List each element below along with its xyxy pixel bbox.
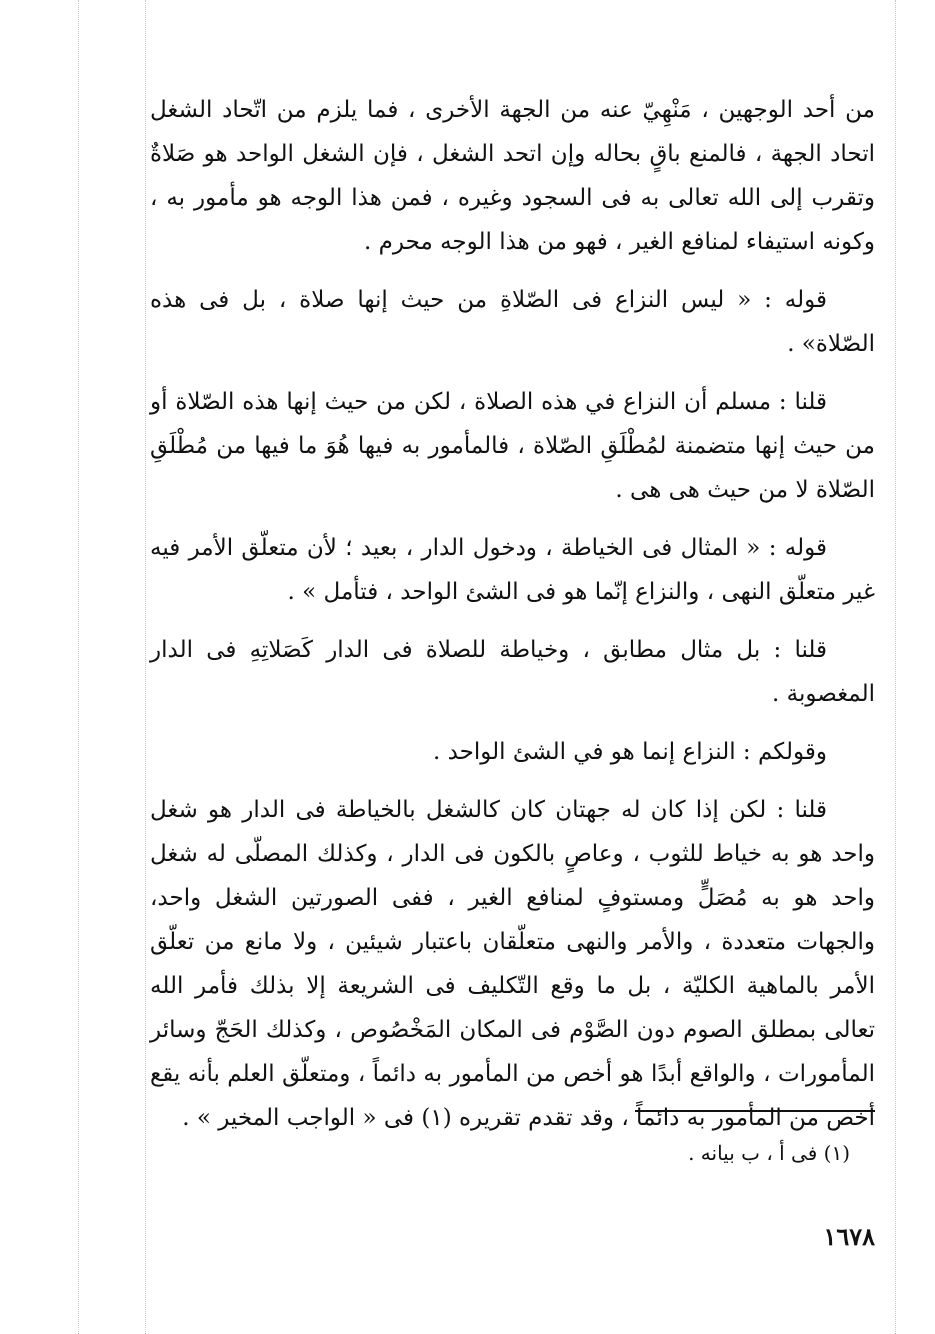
footnote-divider xyxy=(635,1110,875,1112)
paragraph-2: قوله : « ليس النزاع فى الصّلاةِ من حيث إنها صلاة ، بل فى هذه الصّلاة» . xyxy=(150,287,875,357)
paragraph-1: من أحد الوجهين ، مَنْهِيّ عنه من الجهة الأخرى ، فما يلزم من اتّحاد الشغل اتحاد الجهة ، فالمنع باقٍ بحاله وإن اتحد الشغل ، فإن الشغل الواحد هو صَلاةٌ وتقرب إلى الله تعالى به فى السجود وغيره ، فمن هذا الوجه هو مأمور به ، وكونه استيفاء لمنافع الغير ، فهو من هذا الوجه محرم . xyxy=(150,97,875,255)
paragraph-7: قلنا : لكن إذا كان له جهتان كان كالشغل بالخياطة فى الدار هو شغل واحد هو به خياط للثوب ، وعاصٍ بالكون فى الدار ، وكذلك المصلّى له شغل واحد هو به مُصَلٍّ ومستوفٍ لمنافع الغير ، ففى الصورتين الشغل واحد، والجهات متعددة ، والأمر والنهى متعلّقان باعتبار شيئين ، ولا مانع من تعلّق الأمر بالماهية الكليّة ، بل ما وقع التّكليف فى الشريعة إلا بذلك فأمر الله تعالى بمطلق الصوم دون الصَّوْم فى المكان المَخْصُوص ، وكذلك الحَجّ وسائر المأمورات ، والواقع أبدًا هو أخص من المأمور به دائماً ، ومتعلّق العلم بأنه يقع أخص من المأمور به دائماً ، وقد تقدم تقريره (١) فى « الواجب المخير » . xyxy=(150,797,875,1131)
paragraph-3: قلنا : مسلم أن النزاع في هذه الصلاة ، لكن من حيث إنها هذه الصّلاة أو من حيث إنها متضمنة لمُطْلَقِ الصّلاة ، فالمأمور به فيها هُوَ ما فيها من مُطْلَقِ الصّلاة لا من حيث هى هى . xyxy=(150,389,875,503)
scan-guide-line xyxy=(145,0,146,1334)
paragraph-6: وقولكم : النزاع إنما هو في الشئ الواحد . xyxy=(432,739,827,765)
scan-guide-line xyxy=(895,0,896,1334)
paragraph-4: قوله : « المثال فى الخياطة ، ودخول الدار ، بعيد ؛ لأن متعلّق الأمر فيه غير متعلّق النهى ، والنزاع إنّما هو فى الشئ الواحد ، فتأمل » . xyxy=(150,535,875,605)
page-number: ١٦٧٨ xyxy=(823,1222,875,1251)
paragraph-5: قلنا : بل مثال مطابق ، وخياطة للصلاة فى الدار كَصَلاتِهِ فى الدار المغصوبة . xyxy=(150,637,875,707)
scan-guide-line xyxy=(78,0,79,1334)
page-body xyxy=(150,88,875,1154)
footnote: (١) فى أ ، ب بيانه . xyxy=(688,1141,850,1165)
